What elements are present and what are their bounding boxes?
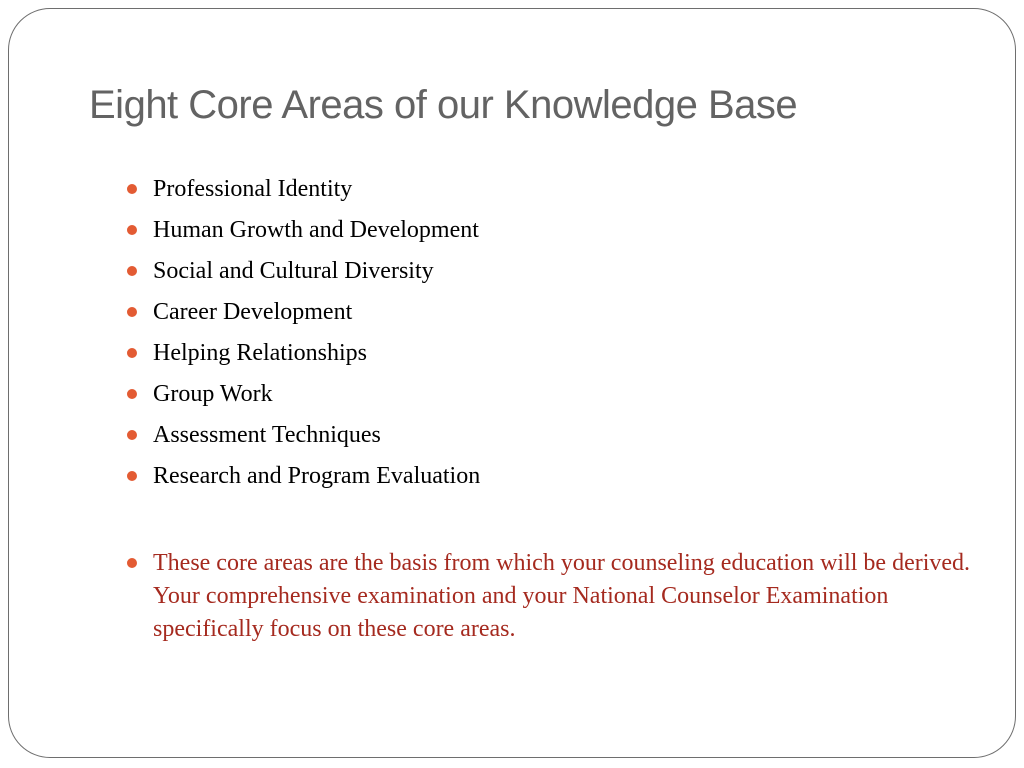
list-item-label: Professional Identity <box>153 176 353 202</box>
list-item-label: Human Growth and Development <box>153 217 479 243</box>
bullet-dot-icon <box>127 558 137 568</box>
bullet-dot-icon <box>127 348 137 358</box>
list-item-label: Helping Relationships <box>153 340 367 366</box>
note-text: These core areas are the basis from which your counseling education will be derived. Your comprehensive examination and your National Counselor Examination specifically focus on these core areas. <box>153 550 971 642</box>
list-item-label: Career Development <box>153 299 353 325</box>
bullet-dot-icon <box>127 389 137 399</box>
list-item <box>153 337 963 378</box>
list-item <box>153 173 963 214</box>
core-areas-note <box>153 547 973 646</box>
list-item <box>153 378 963 419</box>
list-item <box>153 419 963 460</box>
bullet-dot-icon <box>127 266 137 276</box>
bullet-dot-icon <box>127 184 137 194</box>
core-areas-list <box>153 173 963 501</box>
list-item-label: Social and Cultural Diversity <box>153 258 434 284</box>
list-item-label: Group Work <box>153 381 273 407</box>
slide-title: Eight Core Areas of our Knowledge Base <box>89 83 798 127</box>
bullet-dot-icon <box>127 307 137 317</box>
slide-frame <box>8 8 1016 758</box>
list-item <box>153 460 963 501</box>
list-item <box>153 214 963 255</box>
list-item-label: Assessment Techniques <box>153 422 381 448</box>
list-item-label: Research and Program Evaluation <box>153 463 481 489</box>
bullet-dot-icon <box>127 225 137 235</box>
bullet-dot-icon <box>127 471 137 481</box>
bullet-dot-icon <box>127 430 137 440</box>
list-item <box>153 255 963 296</box>
list-item <box>153 296 963 337</box>
